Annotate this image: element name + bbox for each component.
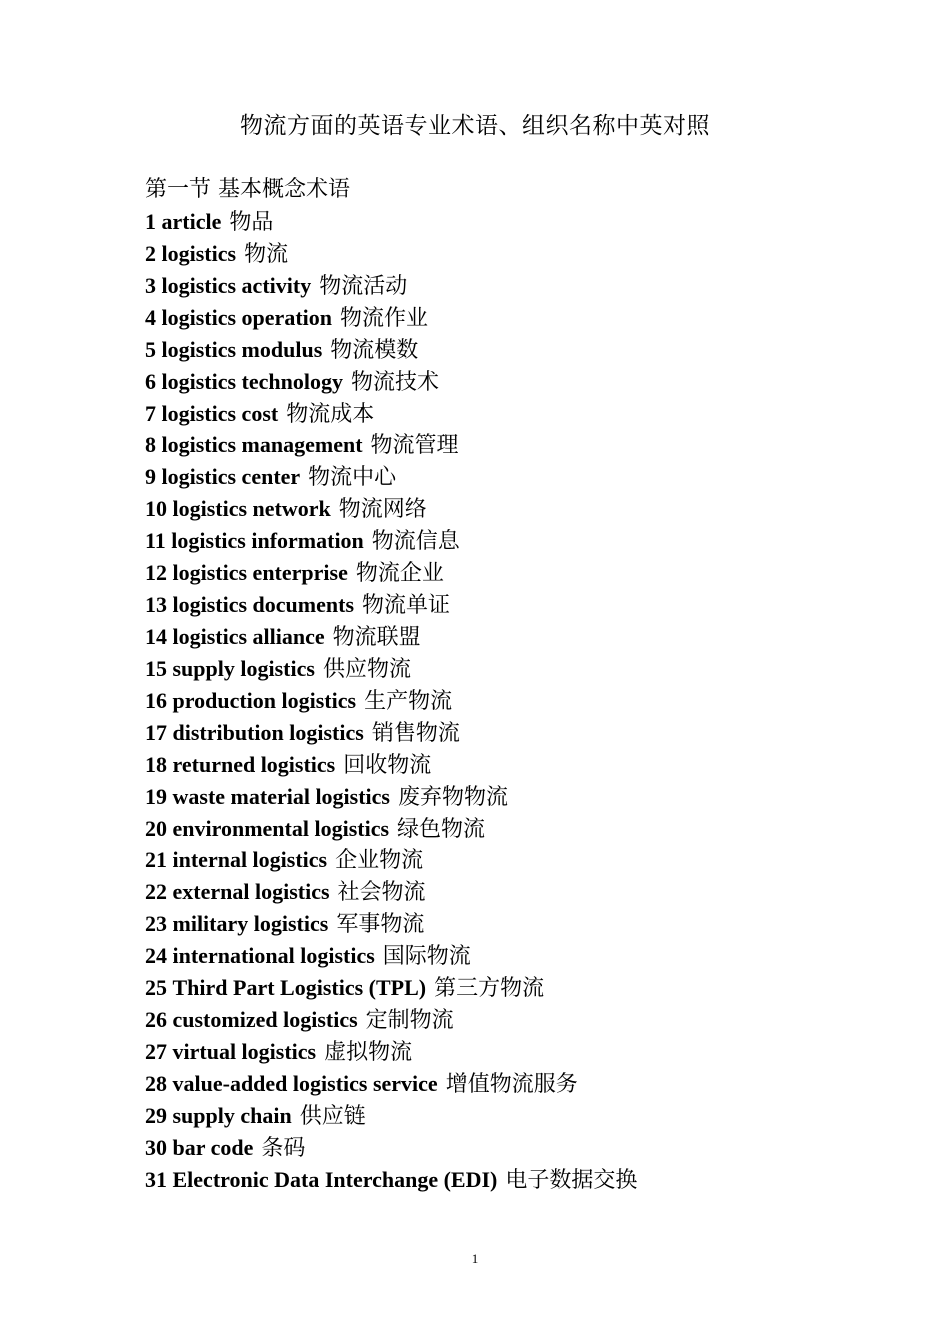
- term-row: [145, 1100, 905, 1132]
- term-english: logistics information: [171, 528, 364, 554]
- term-english: customized logistics: [172, 1007, 358, 1033]
- term-english: supply logistics: [172, 655, 315, 681]
- term-chinese: 国际物流: [382, 944, 471, 970]
- term-english: logistics technology: [161, 368, 343, 394]
- term-row: [145, 1132, 905, 1164]
- term-row: [145, 429, 905, 461]
- term-number: 24: [145, 943, 167, 969]
- term-english: logistics activity: [161, 272, 312, 298]
- term-english: internal logistics: [172, 847, 328, 873]
- term-number: 6: [145, 368, 156, 394]
- term-chinese: 生产物流: [364, 688, 453, 714]
- term-row: [145, 398, 905, 430]
- term-english: military logistics: [172, 911, 329, 937]
- term-english: logistics documents: [172, 592, 354, 618]
- term-number: 4: [145, 304, 156, 330]
- term-chinese: 物流信息: [371, 529, 460, 555]
- term-english: logistics cost: [161, 400, 279, 426]
- term-english: article: [161, 209, 222, 234]
- term-chinese: 物流: [244, 241, 289, 267]
- term-chinese: 回收物流: [343, 752, 432, 778]
- term-english: supply chain: [172, 1102, 292, 1128]
- term-chinese: 物流单证: [362, 593, 451, 619]
- term-chinese: 物流网络: [338, 497, 427, 523]
- term-number: 20: [145, 815, 167, 841]
- term-number: 22: [145, 879, 167, 905]
- term-number: 21: [145, 847, 167, 873]
- term-english: environmental logistics: [172, 815, 390, 841]
- term-number: 25: [145, 975, 167, 1001]
- term-chinese: 物流管理: [370, 433, 459, 459]
- term-number: 27: [145, 1038, 167, 1064]
- term-number: 23: [145, 911, 167, 937]
- term-english: logistics center: [161, 464, 301, 490]
- term-chinese: 供应链: [299, 1103, 366, 1129]
- term-row: [145, 270, 905, 302]
- term-number: 2: [145, 240, 156, 266]
- term-chinese: 物流企业: [355, 561, 444, 587]
- term-english: logistics alliance: [172, 623, 325, 649]
- term-chinese: 物流作业: [340, 305, 429, 331]
- document-body: [145, 174, 905, 1196]
- term-english: virtual logistics: [172, 1038, 317, 1064]
- term-number: 28: [145, 1070, 167, 1096]
- term-english: external logistics: [172, 879, 330, 905]
- term-row: [145, 525, 905, 557]
- term-row: [145, 1068, 905, 1100]
- page-number: 1: [471, 1251, 479, 1266]
- term-english: production logistics: [172, 687, 357, 713]
- term-chinese: 物流活动: [319, 273, 408, 299]
- term-chinese: 物流技术: [351, 369, 440, 395]
- term-chinese: 供应物流: [322, 656, 411, 682]
- term-number: 11: [145, 528, 166, 554]
- term-chinese: 物品: [229, 210, 274, 235]
- term-row: [145, 1164, 905, 1196]
- term-number: 17: [145, 719, 167, 745]
- term-number: 13: [145, 592, 167, 618]
- term-chinese: 军事物流: [336, 912, 425, 938]
- term-number: 16: [145, 687, 167, 713]
- term-chinese: 物流模数: [330, 337, 419, 363]
- term-number: 14: [145, 623, 167, 649]
- term-chinese: 电子数据交换: [505, 1167, 638, 1193]
- section-heading: 第一节 基本概念术语: [145, 177, 350, 202]
- term-chinese: 废弃物物流: [398, 784, 509, 810]
- term-english: returned logistics: [172, 751, 336, 777]
- term-chinese: 社会物流: [337, 880, 426, 906]
- term-row: [145, 621, 905, 653]
- term-row: [145, 302, 905, 334]
- term-number: 30: [145, 1134, 167, 1160]
- term-row: [145, 653, 905, 685]
- term-number: 29: [145, 1102, 167, 1128]
- term-number: 1: [145, 209, 156, 234]
- term-row: [145, 685, 905, 717]
- term-number: 10: [145, 496, 167, 522]
- term-row: [145, 908, 905, 940]
- term-row: [145, 1004, 905, 1036]
- term-row: [145, 749, 905, 781]
- term-row: [145, 813, 905, 845]
- term-row: [145, 876, 905, 908]
- term-list: [145, 206, 905, 1196]
- term-row: [145, 717, 905, 749]
- term-english: logistics: [161, 240, 237, 266]
- term-english: value-added logistics service: [172, 1070, 438, 1096]
- term-chinese: 绿色物流: [397, 816, 486, 842]
- term-number: 12: [145, 560, 167, 586]
- term-number: 18: [145, 751, 167, 777]
- term-english: Electronic Data Interchange (EDI): [172, 1166, 498, 1192]
- term-chinese: 虚拟物流: [324, 1039, 413, 1065]
- term-row: [145, 334, 905, 366]
- term-row: [145, 972, 905, 1004]
- term-english: distribution logistics: [172, 719, 364, 745]
- term-english: logistics management: [161, 432, 363, 458]
- term-english: Third Part Logistics (TPL): [172, 975, 427, 1001]
- term-number: 7: [145, 400, 156, 426]
- term-row: [145, 461, 905, 493]
- term-row: [145, 557, 905, 589]
- term-english: logistics enterprise: [172, 560, 348, 586]
- term-chinese: 物流中心: [308, 465, 397, 491]
- document-title: 物流方面的英语专业术语、组织名称中英对照: [240, 113, 710, 139]
- term-english: bar code: [172, 1134, 254, 1160]
- term-chinese: 销售物流: [371, 720, 460, 746]
- term-english: international logistics: [172, 943, 375, 969]
- term-english: logistics operation: [161, 304, 332, 330]
- term-english: logistics modulus: [161, 336, 323, 362]
- term-row: [145, 493, 905, 525]
- term-number: 8: [145, 432, 156, 458]
- term-number: 26: [145, 1007, 167, 1033]
- term-number: 3: [145, 272, 156, 298]
- term-chinese: 物流成本: [286, 401, 375, 427]
- term-row: [145, 206, 905, 238]
- term-chinese: 企业物流: [335, 848, 424, 874]
- term-row: [145, 238, 905, 270]
- term-english: waste material logistics: [172, 783, 390, 809]
- term-number: 5: [145, 336, 156, 362]
- term-chinese: 定制物流: [365, 1008, 454, 1034]
- term-number: 31: [145, 1166, 167, 1192]
- term-row: [145, 1036, 905, 1068]
- term-row: [145, 589, 905, 621]
- term-chinese: 物流联盟: [332, 624, 421, 650]
- term-number: 15: [145, 655, 167, 681]
- term-number: 9: [145, 464, 156, 490]
- term-english: logistics network: [172, 496, 331, 522]
- term-number: 19: [145, 783, 167, 809]
- term-row: [145, 844, 905, 876]
- term-row: [145, 940, 905, 972]
- term-chinese: 第三方物流: [434, 976, 545, 1002]
- term-row: [145, 781, 905, 813]
- term-chinese: 增值物流服务: [445, 1071, 578, 1097]
- term-chinese: 条码: [261, 1135, 306, 1161]
- term-row: [145, 366, 905, 398]
